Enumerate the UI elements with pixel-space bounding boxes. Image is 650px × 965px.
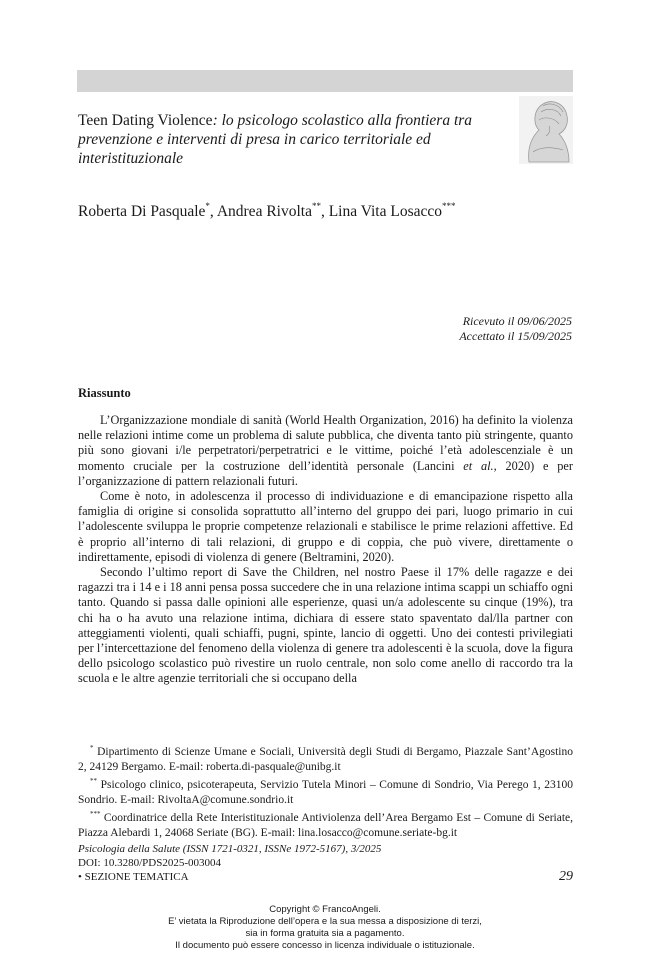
title-rest: : lo psicologo scolastico alla frontiera tra prevenzione e interventi di presa in carico territoriale ed interistituzionale [78, 112, 473, 167]
journal-citation: Psicologia della Salute (ISSN 1721-0321, ISSNe 1972-5167), 3/2025 [78, 843, 382, 855]
footnote-mark: ** [90, 777, 97, 785]
author-list: Roberta Di Pasquale*, Andrea Rivolta**, Lina Vita Losacco*** [78, 201, 456, 220]
author-mark: *** [442, 201, 456, 211]
copyright-line: Copyright © FrancoAngeli. [269, 904, 381, 915]
accepted-date: Accettato il 15/09/2025 [459, 329, 572, 343]
doi: DOI: 10.3280/PDS2025-003004 [78, 857, 222, 869]
abstract-text: L’Organizzazione mondiale di sanità (World Health Organization, 2016) ha definito la violenza nelle relazioni intime come un problema di salute pubblica, che diventa tanto più stringente, quanto più sono giovani i/le perpetratori/perpetratrici e le vittime, poiché l’età adolescenziale è un momento cruciale per la costruzione dell’identità personale (Lancini [78, 413, 573, 473]
abstract-text-italic: et al., [463, 458, 497, 473]
abstract-text: 2020) e per l’organizzazione di pattern relazionali futuri. [78, 458, 573, 488]
article-title [78, 111, 518, 168]
author-mark: ** [311, 201, 321, 211]
portrait-illustration [519, 96, 573, 164]
abstract-paragraph: Secondo l’ultimo report di Save the Children, nel nostro Paese il 17% delle ragazze e dei ragazzi tra i 14 e i 18 anni pensa possa succedere che in una relazione intima scappi un schiaffo ogni tanto. Quando si passa dalle opinioni alle esperienze, quasi un/a adolescente su cinque (19%), tra chi ha o ha avuto una relazione intima, dichiara di essere stato spaventato dal/lla partner con atteggiamenti violenti, quali schiaffi, pugni, spinte, lancio di oggetti. Uno dei contesti privilegiati per l’intercettazione del fenomeno della violenza di genere tra adolescenti è la scuola, dove la figura dello psicologo scolastico può rivestire un ruolo centrale, non solo come anello di raccordo tra la scuola e le altre agenzie territoriali che si occupano della [78, 565, 573, 686]
author-name: Roberta Di Pasquale [78, 203, 206, 220]
footnote-mark: *** [90, 810, 101, 818]
footnote [78, 774, 573, 807]
copyright-line: E’ vietata la Riproduzione dell’opera e la sua messa a disposizione di terzi, [168, 916, 482, 927]
footnote-text: Dipartimento di Scienze Umane e Sociali, Università degli Studi di Bergamo, Piazzale Sant’Agostino 2, 24129 Bergamo. E-mail: roberta.di-pasquale@unibg.it [78, 746, 573, 773]
journal-info [78, 842, 573, 884]
abstract-body [78, 413, 573, 687]
footnote-text: Psicologo clinico, psicoterapeuta, Servizio Tutela Minori – Comune di Sondrio, Via Perego 1, 23100 Sondrio. E-mail: RivoltaA@comune.sondrio.it [78, 779, 574, 806]
abstract-heading: Riassunto [78, 386, 131, 400]
author-mark: * [205, 201, 210, 211]
footnote-mark: * [90, 744, 94, 752]
footnote [78, 741, 573, 774]
author-name: Lina Vita Losacco [328, 203, 442, 220]
footnote-text: Coordinatrice della Rete Interistituzionale Antiviolenza dell’Area Bergamo Est – Comune di Seriate, Piazza Alebardi 1, 24068 Seriate (BG). E-mail: lina.losacco@comune.seriate-bg.it [78, 812, 574, 839]
footnote [78, 807, 573, 840]
section-label: • SEZIONE TEMATICA [78, 871, 189, 883]
received-date: Ricevuto il 09/06/2025 [462, 314, 572, 328]
footnotes [78, 741, 573, 840]
abstract-paragraph: Come è noto, in adolescenza il processo di individuazione e di emancipazione rispetto alla famiglia di origine si consolida soprattutto all’interno del gruppo dei pari, luogo primario in cui l’adolescente sviluppa le proprie competenze relazionali e stabilisce le prime relazioni affettive. Ed è proprio all’interno di tali relazioni, di gruppo e di coppia, che può vivere, direttamente o indirettamente, episodi di violenza di genere (Beltramini, 2020). [78, 489, 573, 564]
copyright-line: sia in forma gratuita sia a pagamento. [245, 928, 405, 939]
submission-dates [459, 314, 572, 344]
title-lead: Teen Dating Violence [78, 112, 213, 129]
author-name: Andrea Rivolta [216, 203, 312, 220]
abstract-paragraph [78, 413, 573, 489]
page-number: 29 [559, 869, 573, 884]
copyright-line: Il documento può essere concesso in licenza individuale o istituzionale. [175, 940, 475, 951]
header-bar [77, 70, 573, 92]
copyright-notice [0, 904, 650, 952]
